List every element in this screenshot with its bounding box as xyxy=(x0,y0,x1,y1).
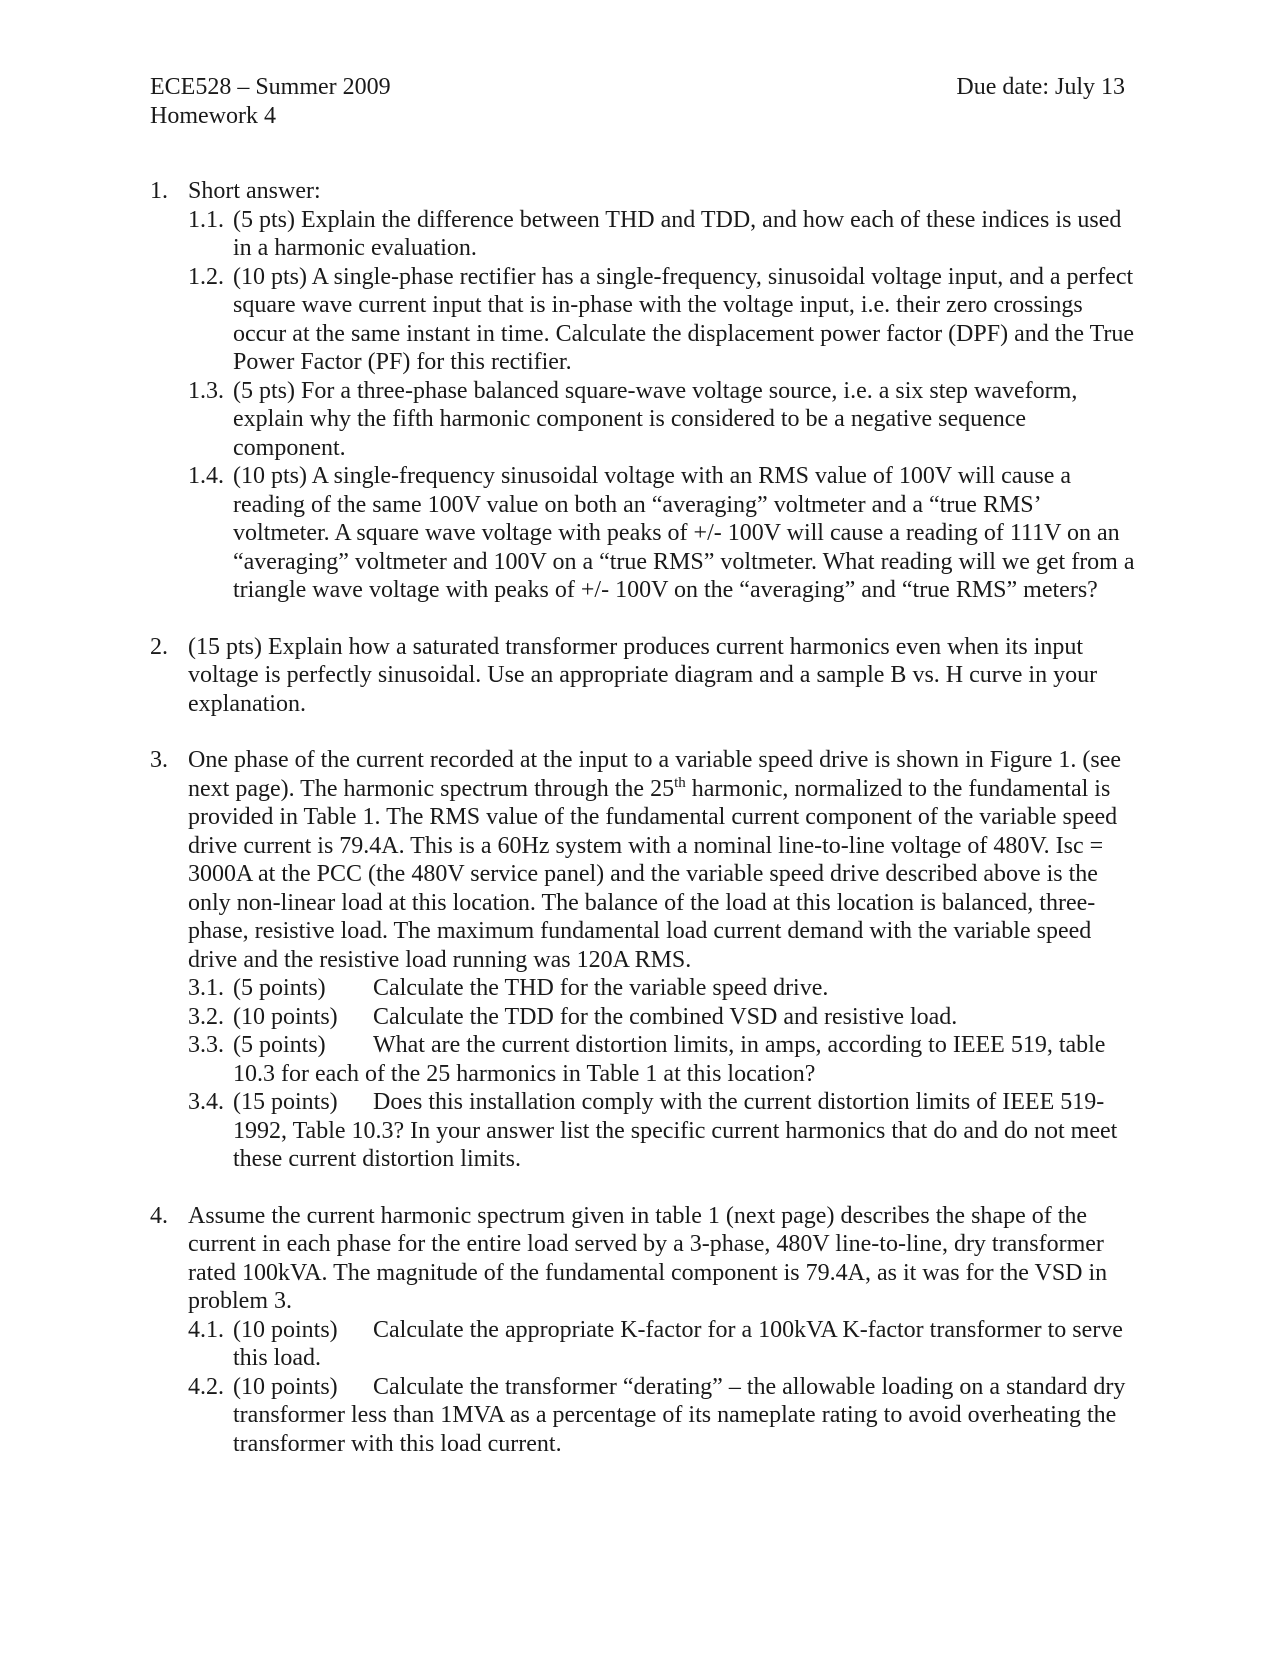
due-date: Due date: July 13 xyxy=(956,74,1125,100)
question-text: Assume the current harmonic spectrum given in table 1 (next page) describes the shape of the current in each phase for the entire load served by a 3-phase, 480V line-to-line, dry transformer rated 100kVA. The magnitude of the fundamental component is 79.4A, as it was for the VSD in problem 3. xyxy=(188,1202,1108,1314)
subquestion-number: 1.4. xyxy=(188,463,224,489)
question-1 xyxy=(150,177,1140,605)
subquestion-1-2 xyxy=(188,263,1140,377)
question-text: (15 pts) Explain how a saturated transformer produces current harmonics even when its input voltage is perfectly sinusoidal. Use an appropriate diagram and a sample B vs. H curve in your explanation. xyxy=(188,633,1098,717)
subquestion-4-1 xyxy=(188,1316,1140,1373)
subquestion-number: 1.3. xyxy=(188,377,224,404)
subquestion-3-2 xyxy=(188,1003,1140,1032)
header-row xyxy=(150,73,1125,102)
subquestion-text: (10 pts) A single-phase rectifier has a single-frequency, sinusoidal voltage input, and a perfect square wave current input that is in-phase with the voltage input, i.e. their zero crossings occur at the same instant in time. Calculate the displacement power factor (DPF) and the True Power Factor (PF) for this rectifier. xyxy=(233,263,1135,375)
subquestion-points: (10 points) xyxy=(233,1003,338,1030)
subquestion-text: (5 pts) For a three-phase balanced square-wave voltage source, i.e. a six step waveform, explain why the fifth harmonic component is considered to be a negative sequence component. xyxy=(233,377,1078,461)
subquestion-text: (10 pts) A single-frequency sinusoidal voltage with an RMS value of 100V will cause a reading of the same 100V value on both an “averaging” voltmeter and a “true RMS’ voltmeter. A square wave voltage with peaks of +/- 100V will cause a reading of 111V on an “averaging” voltmeter and 100V on a “true RMS” voltmeter. What reading will we get from a triangle wave voltage with peaks of +/- 100V on the “averaging” and “true RMS” meters? xyxy=(233,463,1135,603)
subquestion-number: 3.4. xyxy=(188,1089,224,1115)
subquestion-text: Calculate the transformer “derating” – the allowable loading on a standard dry transformer less than 1MVA as a percentage of its nameplate rating to avoid overheating the transformer with this load current. xyxy=(233,1373,1126,1457)
subquestion-number: 3.3. xyxy=(188,1032,224,1058)
subquestion-number: 4.1. xyxy=(188,1316,224,1343)
subquestion-number: 3.2. xyxy=(188,1003,224,1030)
subquestion-points: (15 points) xyxy=(233,1089,338,1115)
subquestion-number: 3.1. xyxy=(188,975,224,1001)
course-title: ECE528 – Summer 2009 xyxy=(150,74,391,100)
question-title: Short answer: xyxy=(188,178,321,204)
subquestion-3-4 xyxy=(188,1088,1140,1174)
question-number: 2. xyxy=(150,633,168,660)
question-3 xyxy=(150,746,1140,1174)
subquestion-3-3 xyxy=(188,1031,1140,1088)
question-number: 1. xyxy=(150,178,168,204)
subquestion-1-1 xyxy=(188,206,1140,263)
subquestion-points: (5 points) xyxy=(233,975,326,1001)
subquestion-3-1 xyxy=(188,974,1140,1003)
subquestion-points: (5 points) xyxy=(233,1032,326,1058)
subquestion-number: 1.2. xyxy=(188,263,224,290)
question-list xyxy=(150,177,1140,1486)
superscript-th: th xyxy=(674,774,686,791)
subquestion-number: 4.2. xyxy=(188,1373,224,1400)
question-2 xyxy=(150,633,1140,719)
question-text xyxy=(188,746,1140,974)
assignment-title: Homework 4 xyxy=(150,102,276,129)
subquestion-number: 1.1. xyxy=(188,206,224,233)
question-text-part-a: One phase of the current recorded at the input to a variable speed drive is shown in Figure 1. (see next page). The harmonic spectrum through the 25 xyxy=(188,747,1122,802)
question-number: 4. xyxy=(150,1202,168,1229)
subquestion-text: Calculate the appropriate K-factor for a 100kVA K-factor transformer to serve this load. xyxy=(233,1316,1123,1371)
page-header xyxy=(150,73,1125,130)
subquestion-text: What are the current distortion limits, in amps, according to IEEE 519, table 10.3 for each of the 25 harmonics in Table 1 at this location? xyxy=(233,1032,1106,1087)
question-number: 3. xyxy=(150,747,168,773)
subquestion-1-3 xyxy=(188,377,1140,463)
subquestion-points: (10 points) xyxy=(233,1316,338,1343)
subquestion-4-2 xyxy=(188,1373,1140,1459)
subquestion-text: Does this installation comply with the current distortion limits of IEEE 519-1992, Table 10.3? In your answer list the specific current harmonics that do and do not meet these current distortion limits. xyxy=(233,1089,1118,1172)
subquestion-text: Calculate the TDD for the combined VSD and resistive load. xyxy=(373,1003,958,1030)
question-text-part-b: harmonic, normalized to the fundamental is provided in Table 1. The RMS value of the fundamental current component of the variable speed drive current is 79.4A. This is a 60Hz system with a nominal line-to-line voltage of 480V. Isc = 3000A at the PCC (the 480V service panel) and the variable speed drive described above is the only non-linear load at this location. The balance of the load at this location is balanced, three-phase, resistive load. The maximum fundamental load current demand with the variable speed drive and the resistive load running was 120A RMS. xyxy=(188,775,1118,973)
subquestion-text: Calculate the THD for the variable speed drive. xyxy=(373,975,829,1001)
question-4 xyxy=(150,1202,1140,1459)
subquestion-1-4 xyxy=(188,462,1140,605)
subquestion-text: (5 pts) Explain the difference between THD and TDD, and how each of these indices is used in a harmonic evaluation. xyxy=(233,206,1122,261)
subquestion-points: (10 points) xyxy=(233,1373,338,1400)
